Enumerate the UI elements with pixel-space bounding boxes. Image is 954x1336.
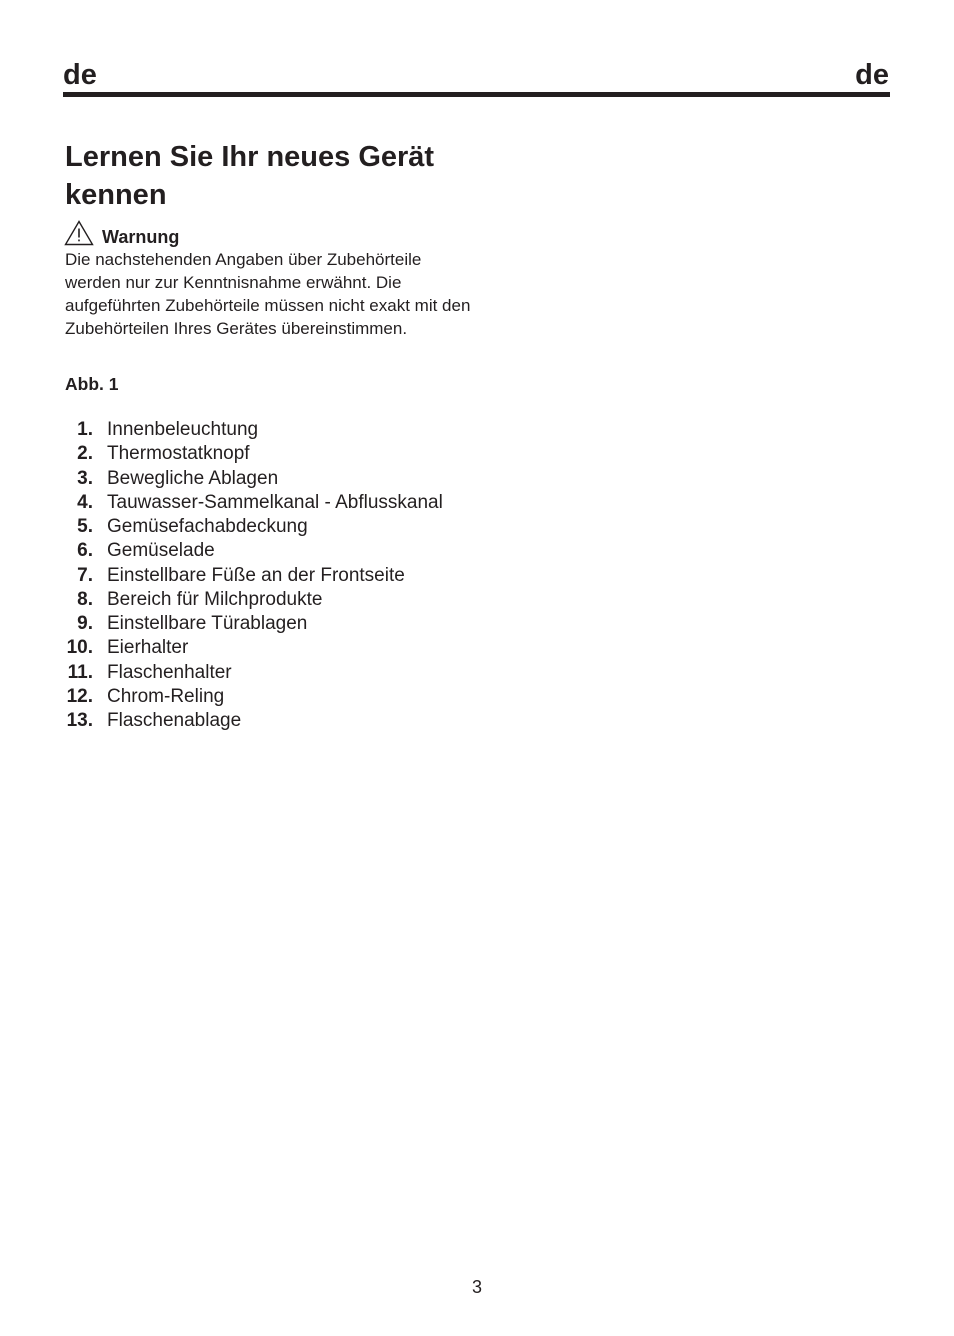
language-code-left: de [63, 59, 97, 91]
list-item-number: 7. [77, 564, 93, 586]
list-item-number: 6. [77, 540, 93, 562]
list-item-label: Einstellbare Füße an der Frontseite [107, 564, 405, 586]
list-item-number: 9. [77, 613, 93, 634]
list-item-label: Flaschenhalter [107, 661, 232, 683]
warning-text: Die nachstehenden Angaben über Zubehörteile werden nur zur Kenntnisnahme erwähnt. Die aufgeführten Zubehörteile müssen nicht exakt mit den Zubehörteilen Ihres Gerätes übereinstimmen. [65, 250, 471, 338]
warning-heading [64, 219, 179, 247]
list-item-number: 11. [67, 661, 93, 683]
list-item-number: 8. [77, 588, 93, 610]
list-item-number: 3. [77, 467, 93, 489]
list-item-label: Gemüsefachabdeckung [107, 516, 308, 537]
list-item-label: Thermostatknopf [107, 443, 250, 465]
list-item-label: Chrom-Reling [107, 685, 225, 707]
warning-label: Warnung [102, 227, 180, 247]
page-header [63, 58, 890, 96]
page-number: 3 [471, 1277, 482, 1297]
list-item-number: 13. [66, 710, 93, 731]
list-item-label: Innenbeleuchtung [107, 419, 259, 440]
figure-label: Abb. 1 [65, 374, 119, 394]
list-item-number: 2. [77, 443, 93, 465]
list-item-number: 1. [77, 419, 93, 440]
list-item-number: 10. [66, 637, 93, 659]
list-item-label: Gemüselade [107, 540, 215, 562]
warning-triangle-icon [64, 220, 94, 246]
section-title: Lernen Sie Ihr neues Gerät kennen [65, 141, 435, 211]
list-item-number: 4. [77, 491, 93, 513]
list-item-number: 12. [66, 685, 93, 707]
header-rule [63, 92, 890, 97]
language-code-right: de [855, 59, 889, 91]
list-item-label: Tauwasser-Sammelkanal - Abflusskanal [107, 491, 443, 513]
list-item-label: Flaschenablage [107, 710, 242, 731]
list-item-number: 5. [77, 516, 93, 537]
list-item-label: Bereich für Milchprodukte [107, 588, 323, 610]
list-item-label: Eierhalter [107, 637, 189, 659]
list-item-label: Bewegliche Ablagen [107, 467, 279, 489]
list-item-label: Einstellbare Türablagen [107, 613, 308, 634]
